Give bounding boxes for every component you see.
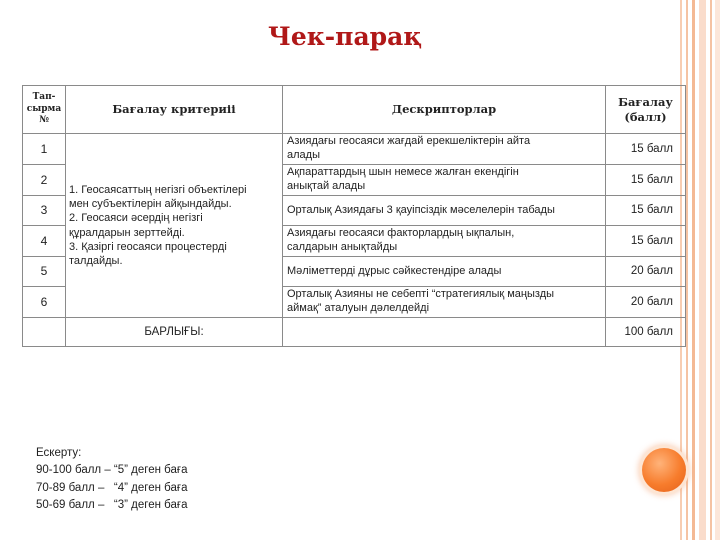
score-cell: 15 балл: [606, 196, 686, 226]
score-cell: 20 балл: [606, 257, 686, 287]
total-score: 100 балл: [606, 318, 686, 347]
note-heading: Ескерту:: [36, 447, 82, 459]
score-cell: 20 балл: [606, 287, 686, 318]
decorative-side-stripes: [680, 0, 720, 540]
row-number: 6: [23, 287, 66, 318]
total-label: БАРЛЫҒЫ:: [66, 318, 283, 347]
empty-cell: [283, 318, 606, 347]
descriptor-cell: Азиядағы геосаяси жағдай ерекшеліктерін айта алады: [283, 134, 606, 165]
checklist-table: [22, 85, 686, 347]
table-header-row: [23, 86, 686, 134]
criteria-cell: 1. Геосаясаттың негізгі объектілері мен субъектілерін айқындайды. 2. Геосаяси әсердің негізгі құралдарын зерттейді. 3. Қазіргі геосаяси процестерді талдайды.: [66, 134, 283, 318]
empty-cell: [23, 318, 66, 347]
score-cell: 15 балл: [606, 165, 686, 196]
note-line: 90-100 балл – “5” деген баға: [36, 464, 188, 477]
row-number: 1: [23, 134, 66, 165]
page-title: Чек-парақ: [268, 22, 422, 51]
descriptor-cell: Ақпараттардың шын немесе жалған екендігін анықтай алады: [283, 165, 606, 196]
header-descriptors: Дескрипторлар: [283, 86, 606, 134]
note-line: 70-89 балл – “4” деген баға: [36, 481, 188, 494]
note-line: 50-69 балл – “3” деген баға: [36, 498, 188, 511]
table-total-row: [23, 318, 686, 347]
descriptor-cell: Мәліметтерді дұрыс сәйкестендіре алады: [283, 257, 606, 287]
table-row: [23, 134, 686, 165]
grading-note: [36, 445, 187, 514]
decorative-orange-circle: [642, 448, 686, 492]
row-number: 2: [23, 165, 66, 196]
row-number: 4: [23, 226, 66, 257]
row-number: 5: [23, 257, 66, 287]
row-number: 3: [23, 196, 66, 226]
descriptor-cell: Орталық Азиядағы 3 қауіпсіздік мәселелерін табады: [283, 196, 606, 226]
header-score: Бағалау (балл): [606, 86, 686, 134]
descriptor-cell: Азиядағы геосаяси факторлардың ықпалын, салдарын анықтайды: [283, 226, 606, 257]
descriptor-cell: Орталық Азияны не себепті “стратегиялық маңызды аймақ” аталуын дәлелдейді: [283, 287, 606, 318]
score-cell: 15 балл: [606, 134, 686, 165]
score-cell: 15 балл: [606, 226, 686, 257]
header-criteria: Бағалау критериіі: [66, 86, 283, 134]
header-number: Тап- сырма №: [23, 86, 66, 134]
